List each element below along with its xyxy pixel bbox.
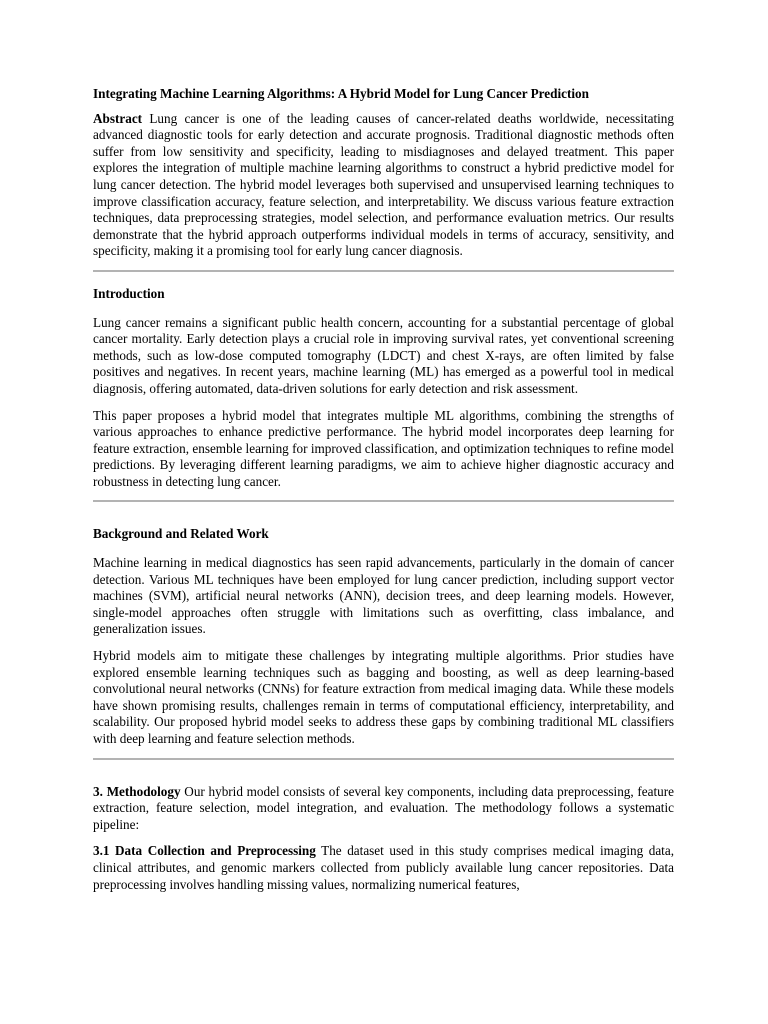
data-collection-text: The dataset used in this study comprises medical imaging data, clinical attributes, and genomic markers collected from publicly available lung cancer repositories. Data preprocessing involves handling missing values, normalizing numerical features,: [93, 843, 674, 892]
introduction-heading: Introduction: [93, 285, 165, 301]
background-heading: Background and Related Work: [93, 526, 269, 542]
data-collection-paragraph: [93, 843, 674, 893]
methodology-text: Our hybrid model consists of several key components, including data preprocessing, feature extraction, feature selection, model integration, and evaluation. The methodology follows a systematic pipeline:: [93, 783, 674, 832]
abstract-text: Lung cancer is one of the leading causes of cancer-related deaths worldwide, necessitating advanced diagnostic tools for early detection and accurate prognosis. Traditional diagnostic methods often suffer from low sensitivity and specificity, leading to misdiagnoses and delayed treatment. This paper explores the integration of multiple machine learning algorithms to construct a hybrid predictive model for lung cancer detection. The hybrid model leverages both supervised and unsupervised learning techniques to improve classification accuracy, feature selection, and interpretability. We discuss various feature extraction techniques, data preprocessing strategies, model selection, and performance evaluation metrics. Our results demonstrate that the hybrid approach outperforms individual models in terms of accuracy, sensitivity, and specificity, making it a promising tool for early lung cancer diagnosis.: [93, 110, 674, 259]
methodology-label: 3. Methodology: [93, 783, 181, 799]
introduction-paragraph-1: Lung cancer remains a significant public health concern, accounting for a substantial percentage of global cancer mortality. Early detection plays a crucial role in improving survival rates, yet conventional screening methods, such as low-dose computed tomography (LDCT) and chest X-rays, are often limited by false positives and negatives. In recent years, machine learning (ML) has emerged as a powerful tool in medical diagnosis, offering automated, data-driven solutions for early detection and risk assessment.: [93, 314, 674, 396]
abstract-paragraph: [93, 111, 674, 260]
data-collection-label: 3.1 Data Collection and Preprocessing: [93, 843, 316, 859]
background-paragraph-1: Machine learning in medical diagnostics has seen rapid advancements, particularly in the domain of cancer detection. Various ML techniques have been employed for lung cancer prediction, including support vector machines (SVM), artificial neural networks (ANN), decision trees, and deep learning models. However, single-model approaches often struggle with limitations such as overfitting, class imbalance, and generalization issues.: [93, 555, 674, 637]
introduction-paragraph-2: This paper proposes a hybrid model that integrates multiple ML algorithms, combining the strengths of various approaches to enhance predictive performance. The hybrid model incorporates deep learning for feature extraction, ensemble learning for improved classification, and optimization techniques to refine model predictions. By leveraging different learning paradigms, we aim to achieve higher diagnostic accuracy and robustness in detecting lung cancer.: [93, 407, 674, 489]
abstract-label: Abstract: [93, 110, 143, 126]
methodology-paragraph: [93, 784, 674, 834]
background-paragraph-2: Hybrid models aim to mitigate these challenges by integrating multiple algorithms. Prior studies have explored ensemble learning techniques such as bagging and boosting, as well as deep learning-based convolutional neural networks (CNNs) for feature extraction from medical imaging data. While these models have shown promising results, challenges remain in terms of computational efficiency, interpretability, and scalability. Our proposed hybrid model seeks to address these gaps by combining traditional ML classifiers with deep learning and feature selection methods.: [93, 648, 674, 746]
paper-page: [93, 86, 674, 903]
paper-title: Integrating Machine Learning Algorithms: A Hybrid Model for Lung Cancer Prediction: [93, 86, 589, 101]
